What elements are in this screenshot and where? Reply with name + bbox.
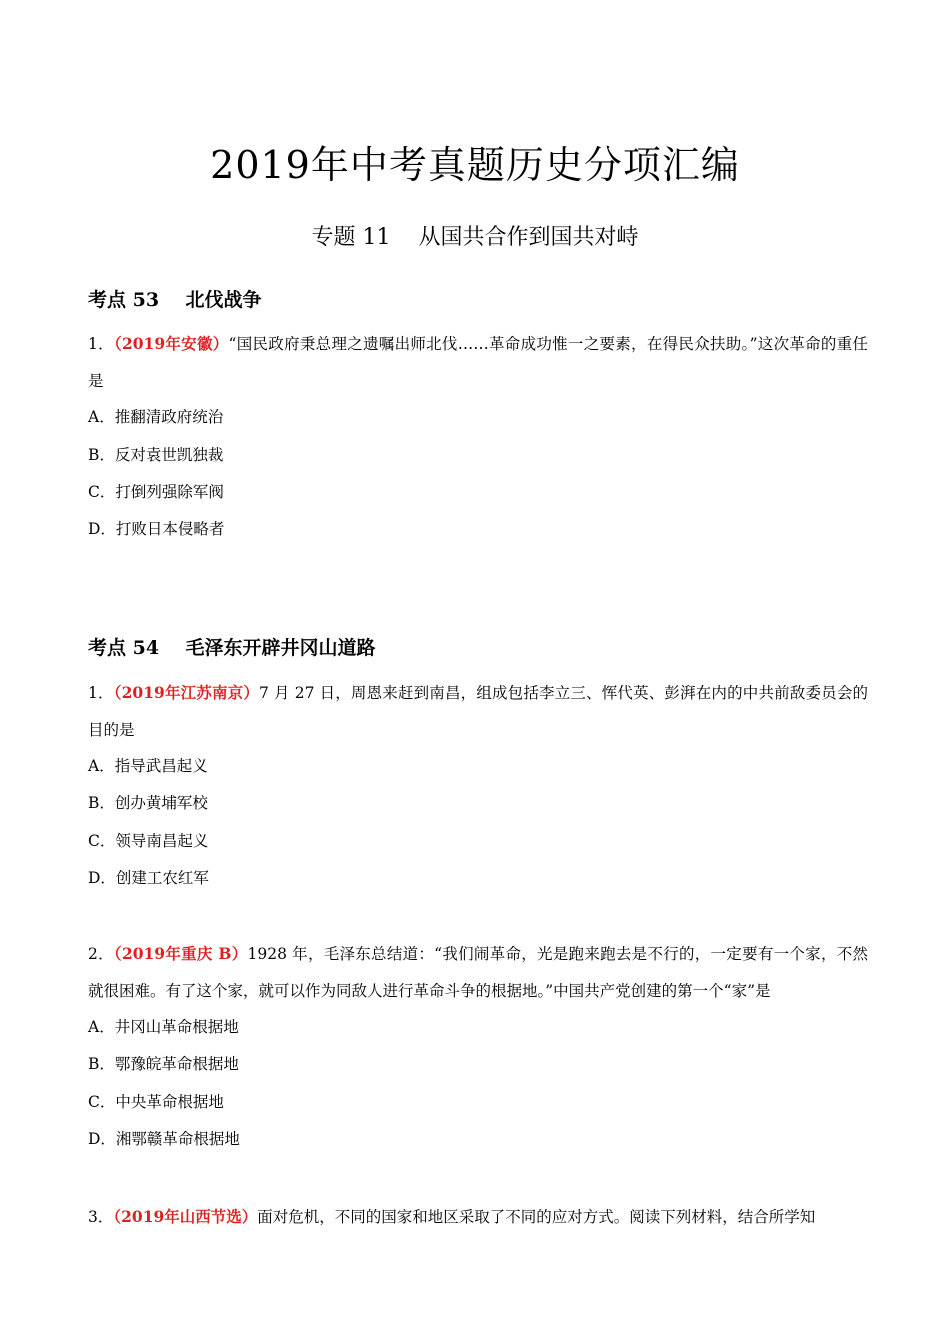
question-source: （2019年重庆 B）	[113, 944, 248, 963]
question-source: （2019年江苏南京）	[113, 683, 260, 702]
option-c: C．中央革命根据地	[88, 1093, 224, 1111]
section-heading-53: 考点 53 北伐战争	[88, 289, 262, 311]
document-title: 2019年中考真题历史分项汇编	[210, 143, 740, 187]
question-stem: 面对危机，不同的国家和地区采取了不同的应对方式。阅读下列材料，结合所学知	[257, 1208, 816, 1226]
question-number: 3．	[88, 1208, 114, 1226]
option-a: A．指导武昌起义	[88, 757, 208, 775]
section-heading-54: 考点 54 毛泽东开辟井冈山道路	[88, 637, 376, 659]
question-54-3	[88, 1198, 868, 1236]
question-53-1	[88, 325, 868, 400]
option-a: A．推翻清政府统治	[88, 408, 224, 426]
question-number: 1．	[88, 335, 114, 353]
option-a: A．井冈山革命根据地	[88, 1018, 239, 1036]
option-c: C．打倒列强除军阀	[88, 483, 224, 501]
option-d: D．创建工农红军	[88, 869, 209, 887]
option-b: B．鄂豫皖革命根据地	[88, 1055, 239, 1073]
option-b: B．反对袁世凯独裁	[88, 446, 224, 464]
question-source: （2019年安徽）	[113, 334, 229, 353]
option-b: B．创办黄埔军校	[88, 794, 208, 812]
question-stem: 7 月 27 日，周恩来赶到南昌，组成包括李立三、恽代英、彭湃在内的中共前敌委员会的目的是	[88, 684, 869, 739]
option-c: C．领导南昌起义	[88, 832, 209, 850]
question-number: 2．	[88, 945, 114, 963]
option-d: D．湘鄂赣革命根据地	[88, 1130, 240, 1148]
question-54-2	[88, 935, 868, 1010]
document-subtitle: 专题 11 从国共合作到国共对峙	[311, 225, 639, 250]
question-number: 1．	[88, 684, 114, 702]
question-source: （2019年山西节选）	[113, 1207, 258, 1226]
question-stem: 1928 年，毛泽东总结道：“我们闹革命，光是跑来跑去是不行的，一定要有一个家，不然就很困难。有了这个家，就可以作为同敌人进行革命斗争的根据地。”中国共产党创建的第一个“家”是	[88, 945, 868, 1000]
question-54-1	[88, 674, 868, 749]
option-d: D．打败日本侵略者	[88, 520, 225, 538]
question-stem: “国民政府秉总理之遗嘱出师北伐……革命成功惟一之要素，在得民众扶助。”这次革命的重任是	[88, 335, 868, 390]
